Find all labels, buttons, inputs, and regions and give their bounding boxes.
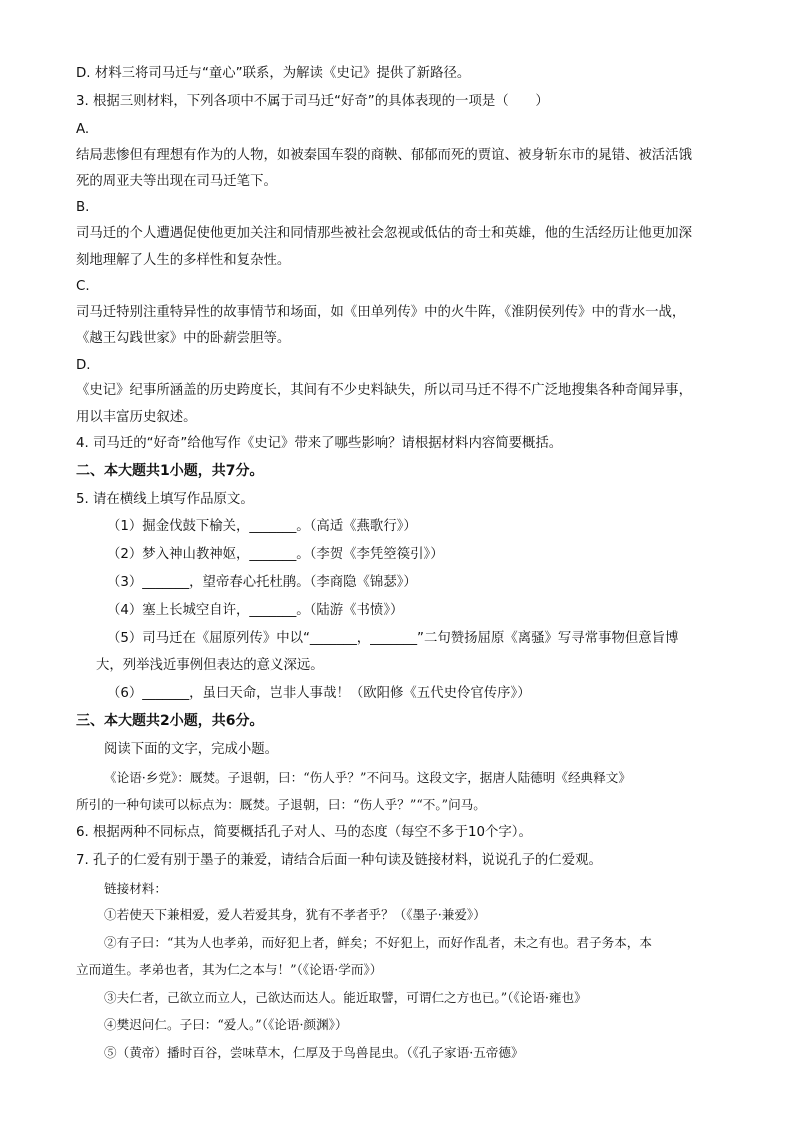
option-d-label: D. [76, 358, 91, 373]
option-c-text-cont: 《越王勾践世家》中的卧薪尝胆等。 [76, 331, 291, 346]
fill-blank-1: （1）掘金伐鼓下榆关，_______。（高适《燕歌行》） [107, 519, 417, 534]
passage-line-2: 所引的一种句读可以标点为：厩焚。子退朝，曰：“伤人乎？”“不。”问马。 [76, 797, 486, 812]
link-material-4: ④樊迟问仁。子曰：“爱人。”（《论语·颜渊》） [104, 1017, 348, 1032]
fill-blank-4: （4）塞上长城空自许，_______。（陆游《书愤》） [107, 603, 404, 618]
fill-blank-5-cont: 大，列举浅近事例但表达的意义深远。 [96, 658, 324, 673]
option-c-text: 司马迁特别注重特异性的故事情节和场面，如《田单列传》中的火牛阵，《淮阴侯列传》中的背水一战， [76, 305, 686, 320]
link-material-3: ③夫仁者，己欲立而立人，己欲达而达人。能近取譬，可谓仁之方也已。”（《论语·雍也》 [104, 990, 587, 1005]
option-a-text-cont: 死的周亚夫等出现在司马迁笔下。 [76, 174, 277, 189]
section-3-heading: 三、本大题共2小题，共6分。 [76, 713, 264, 729]
option-b-text-cont: 刻地理解了人生的多样性和复杂性。 [76, 253, 291, 268]
question-4: 4. 司马迁的“好奇”给他写作《史记》带来了哪些影响？请根据材料内容简要概括。 [76, 436, 563, 451]
option-d-text: D. 材料三将司马迁与“童心”联系，为解读《史记》提供了新路径。 [76, 66, 471, 81]
link-material-2: ②有子曰：“其为人也孝弟，而好犯上者，鲜矣；不好犯上，而好作乱者，未之有也。君子务本，本 [104, 935, 652, 950]
option-d-text-2-cont: 用以丰富历史叙述。 [76, 410, 197, 425]
option-c-label: C. [76, 279, 90, 294]
option-d-text-2: 《史记》纪事所涵盖的历史跨度长，其间有不少史料缺失，所以司马迁不得不广泛地搜集各种奇闻异事， [76, 383, 692, 398]
option-a-label: A. [76, 122, 90, 137]
fill-blank-5: （5）司马迁在《屈原列传》中以“_______，_______”二句赞扬屈原《离骚》写寻常事物但意旨博 [107, 631, 679, 646]
link-material-2-cont: 立而道生。孝弟也者，其为仁之本与！”（《论语·学而》） [76, 962, 383, 977]
option-b-label: B. [76, 200, 90, 215]
question-6: 6. 根据两种不同标点，简要概括孔子对人、马的态度（每空不多于10个字）。 [76, 825, 532, 840]
fill-blank-3: （3）_______，望帝春心托杜鹃。（李商隐《锦瑟》） [107, 575, 417, 590]
link-material-5: ⑤（黄帝）播时百谷，尝味草木，仁厚及于鸟兽昆虫。（《孔子家语·五帝德》 [104, 1045, 524, 1060]
link-material-label: 链接材料： [104, 881, 167, 896]
link-material-1: ①若使天下兼相爱，爱人若爱其身，犹有不孝者乎？（《墨子·兼爱》） [104, 907, 486, 922]
option-b-text: 司马迁的个人遭遇促使他更加关注和同情那些被社会忽视或低估的奇士和英雄，他的生活经历让他更加深 [76, 226, 692, 241]
reading-instruction: 阅读下面的文字，完成小题。 [104, 742, 279, 757]
question-7: 7. 孔子的仁爱有别于墨子的兼爱，请结合后面一种句读及链接材料，说说孔子的仁爱观。 [76, 853, 602, 868]
passage-line-1: 《论语·乡党》：厩焚。子退朝，曰：“伤人乎？”不问马。这段文字，据唐人陆德明《经典释文》 [104, 770, 631, 785]
option-a-text: 结局悲惨但有理想有作为的人物，如被秦国车裂的商鞅、郁郁而死的贾谊、被身斩东市的晁错、被活活饿 [76, 148, 692, 163]
fill-blank-2: （2）梦入神山教神妪，_______。（李贺《李凭箜篌引》） [107, 547, 444, 562]
section-2-heading: 二、本大题共1小题，共7分。 [76, 463, 264, 479]
question-5: 5. 请在横线上填写作品原文。 [76, 492, 254, 507]
question-3: 3. 根据三则材料，下列各项中不属于司马迁“好奇”的具体表现的一项是（ ） [76, 94, 549, 109]
fill-blank-6: （6）_______，虽曰天命，岂非人事哉！（欧阳修《五代史伶官传序》） [107, 686, 531, 701]
